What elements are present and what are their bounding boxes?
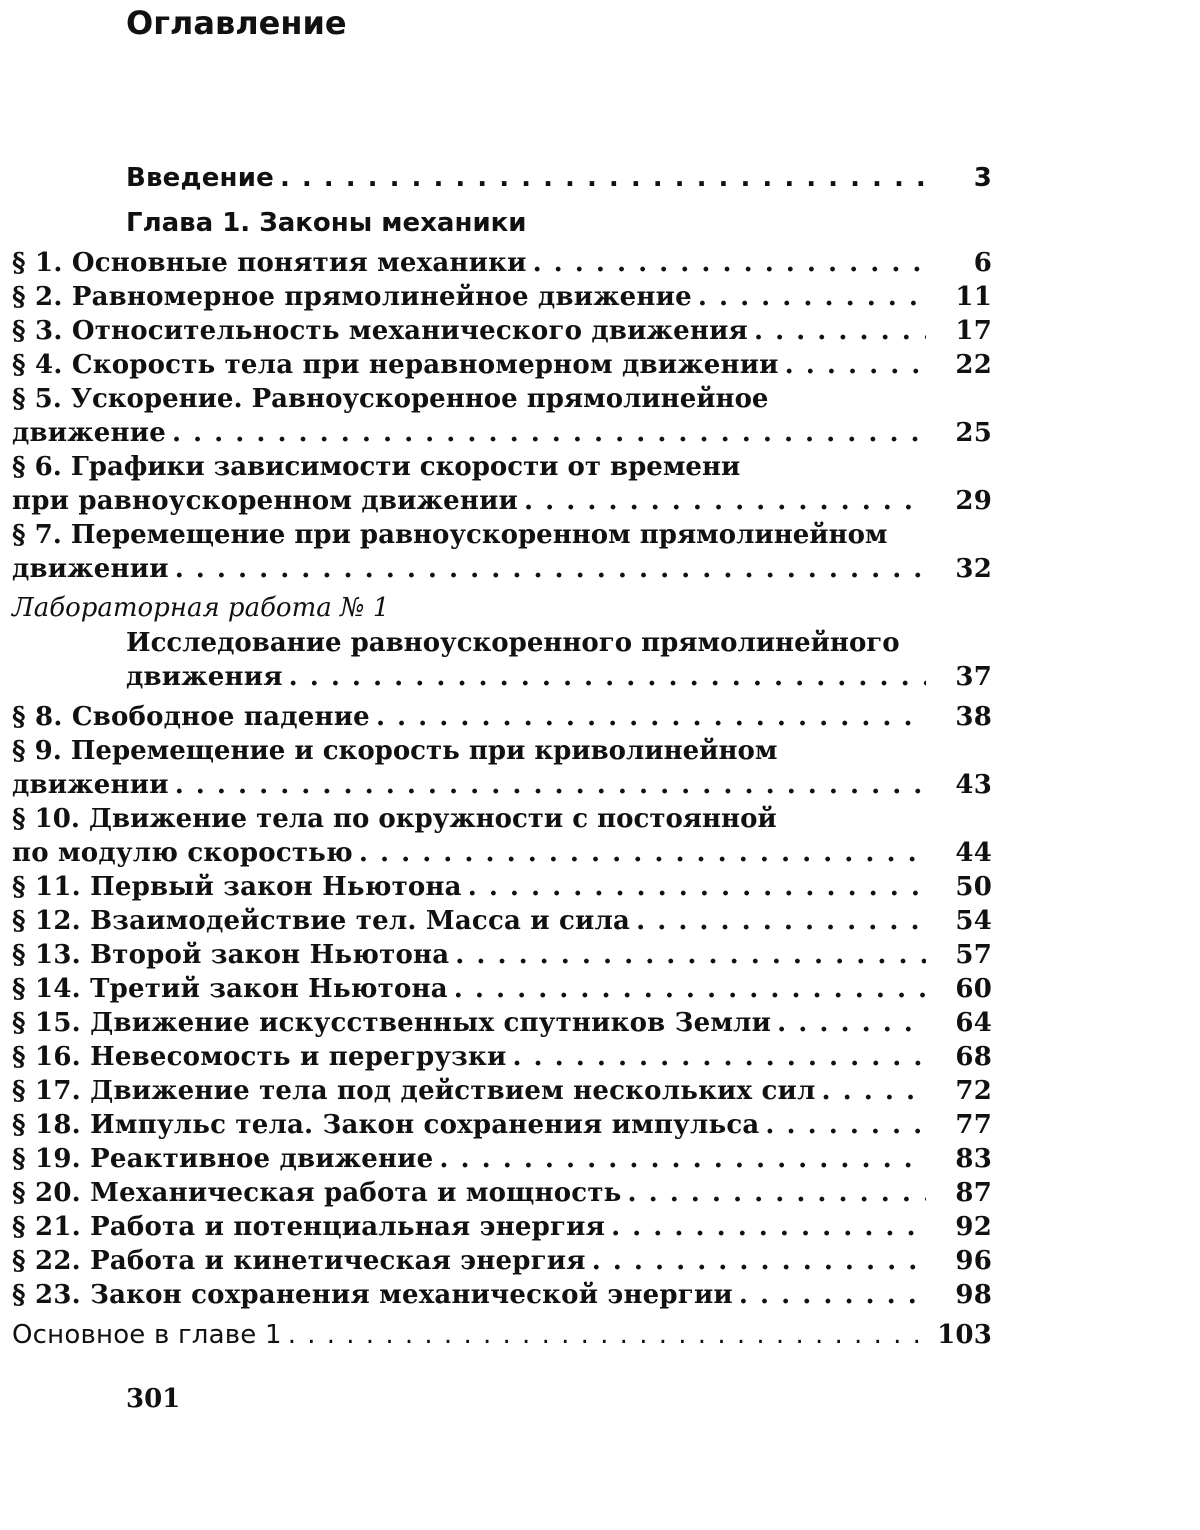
toc-entry-title-cont: движении: [12, 770, 169, 800]
toc-entry-title-cont: движении: [12, 554, 169, 584]
toc-page-number: 44: [955, 838, 992, 868]
dot-leader: [172, 416, 926, 450]
toc-entry[interactable]: [12, 1108, 992, 1142]
dot-leader: [611, 1210, 926, 1244]
table-of-contents: [12, 156, 992, 1352]
toc-page-number: 54: [955, 906, 992, 936]
toc-page-number: 60: [955, 974, 992, 1004]
dot-leader: [175, 552, 926, 586]
toc-entry-title-cont: движения: [126, 662, 283, 692]
toc-entry[interactable]: [12, 870, 992, 904]
toc-entry-title: § 8. Свободное падение: [12, 702, 370, 732]
dot-leader: [175, 768, 926, 802]
toc-page-number: 29: [955, 486, 992, 516]
toc-page-number: 57: [955, 940, 992, 970]
toc-entry[interactable]: [12, 1006, 992, 1040]
toc-entry[interactable]: [12, 280, 992, 314]
toc-page-number: 103: [937, 1320, 992, 1350]
toc-entry-title: § 10. Движение тела по окружности с постоянной: [12, 804, 777, 834]
toc-page-number: 17: [955, 316, 992, 346]
toc-entry[interactable]: [12, 972, 992, 1006]
toc-entry-lab[interactable]: [12, 590, 992, 694]
toc-entry-title-cont: движение: [12, 418, 166, 448]
toc-entry[interactable]: [12, 348, 992, 382]
toc-entry-title: § 2. Равномерное прямолинейное движение: [12, 282, 692, 312]
toc-entry[interactable]: [12, 1074, 992, 1108]
toc-entry-title: § 1. Основные понятия механики: [12, 248, 527, 278]
toc-entry[interactable]: [12, 1040, 992, 1074]
dot-leader: [533, 246, 926, 280]
toc-entry[interactable]: [12, 1142, 992, 1176]
dot-leader: [376, 700, 926, 734]
dot-leader: [454, 972, 926, 1006]
toc-entry[interactable]: [12, 734, 992, 802]
chapter-heading: Глава 1. Законы механики: [126, 208, 527, 238]
toc-entry-summary[interactable]: [12, 1318, 992, 1352]
page-title: Оглавление: [126, 4, 347, 42]
toc-entry-title: § 23. Закон сохранения механической энергии: [12, 1280, 733, 1310]
toc-entry-title: § 5. Ускорение. Равноускоренное прямолинейное: [12, 384, 769, 414]
toc-entry[interactable]: [12, 700, 992, 734]
toc-entry-title: § 9. Перемещение и скорость при криволинейном: [12, 736, 778, 766]
dot-leader: [289, 660, 926, 694]
dot-leader: [359, 836, 926, 870]
toc-page-number: 6: [973, 248, 992, 278]
toc-page-number: 68: [955, 1042, 992, 1072]
toc-entry-title: Введение: [126, 163, 274, 193]
toc-page-number: 83: [955, 1144, 992, 1174]
dot-leader: [754, 314, 926, 348]
toc-page-number: 98: [955, 1280, 992, 1310]
toc-entry[interactable]: [12, 1176, 992, 1210]
toc-entry[interactable]: [12, 904, 992, 938]
toc-page-number: 72: [955, 1076, 992, 1106]
toc-page-number: 92: [955, 1212, 992, 1242]
dot-leader: [280, 156, 926, 200]
toc-entry-title: § 3. Относительность механического движения: [12, 316, 748, 346]
toc-page-number: 38: [955, 702, 992, 732]
toc-page-number: 87: [955, 1178, 992, 1208]
toc-entry[interactable]: [12, 518, 992, 586]
toc-entry[interactable]: [12, 382, 992, 450]
dot-leader: [592, 1244, 926, 1278]
toc-entry-title: § 4. Скорость тела при неравномерном движении: [12, 350, 779, 380]
dot-leader: [288, 1318, 926, 1352]
toc-page-number: 96: [955, 1246, 992, 1276]
toc-page-number: 32: [955, 554, 992, 584]
toc-page-number: 22: [955, 350, 992, 380]
dot-leader: [698, 280, 926, 314]
toc-page-number: 43: [955, 770, 992, 800]
toc-entry-title: § 19. Реактивное движение: [12, 1144, 434, 1174]
toc-entry-intro[interactable]: [12, 156, 992, 200]
toc-entry-title: § 17. Движение тела под действием нескольких сил: [12, 1076, 816, 1106]
dot-leader: [777, 1006, 926, 1040]
toc-entry[interactable]: [12, 1278, 992, 1312]
toc-entry[interactable]: [12, 938, 992, 972]
toc-group-2: [12, 700, 992, 1312]
toc-entry-title: § 7. Перемещение при равноускоренном прямолинейном: [12, 520, 888, 550]
dot-leader: [785, 348, 926, 382]
dot-leader: [739, 1278, 926, 1312]
toc-entry-title: § 12. Взаимодействие тел. Масса и сила: [12, 906, 631, 936]
toc-entry-title: § 22. Работа и кинетическая энергия: [12, 1246, 586, 1276]
toc-entry-title: § 15. Движение искусственных спутников Земли: [12, 1008, 772, 1038]
toc-page-number: 25: [955, 418, 992, 448]
toc-page-number: 37: [955, 662, 992, 692]
toc-group-1: [12, 246, 992, 586]
toc-entry-title-cont: по модулю скоростью: [12, 838, 353, 868]
toc-page-number: 50: [955, 872, 992, 902]
dot-leader: [439, 1142, 926, 1176]
dot-leader: [822, 1074, 926, 1108]
toc-entry-title: § 18. Импульс тела. Закон сохранения импульса: [12, 1110, 760, 1140]
toc-entry-title: Исследование равноускоренного прямолинейного: [126, 628, 900, 658]
toc-page-number: 11: [955, 282, 992, 312]
dot-leader: [512, 1040, 926, 1074]
lab-heading: Лабораторная работа № 1: [12, 593, 390, 623]
dot-leader: [636, 904, 926, 938]
toc-page-number: 77: [955, 1110, 992, 1140]
page-number: 301: [126, 1384, 181, 1414]
dot-leader: [468, 870, 926, 904]
toc-entry-title: Основное в главе 1: [12, 1320, 282, 1350]
dot-leader: [765, 1108, 926, 1142]
dot-leader: [455, 938, 926, 972]
toc-entry-title: § 20. Механическая работа и мощность: [12, 1178, 622, 1208]
toc-entry[interactable]: [12, 802, 992, 870]
toc-entry-title-cont: при равноускоренном движении: [12, 486, 519, 516]
toc-page-number: 3: [973, 163, 992, 193]
toc-entry-title: § 6. Графики зависимости скорости от времени: [12, 452, 741, 482]
toc-entry[interactable]: [12, 246, 992, 280]
toc-entry-title: § 14. Третий закон Ньютона: [12, 974, 448, 1004]
toc-entry[interactable]: [12, 314, 992, 348]
toc-entry-title: § 13. Второй закон Ньютона: [12, 940, 450, 970]
toc-entry[interactable]: [12, 1210, 992, 1244]
toc-entry-title: § 21. Работа и потенциальная энергия: [12, 1212, 606, 1242]
dot-leader: [524, 484, 926, 518]
toc-entry-title: § 11. Первый закон Ньютона: [12, 872, 462, 902]
dot-leader: [627, 1176, 926, 1210]
toc-page-number: 64: [955, 1008, 992, 1038]
toc-entry[interactable]: [12, 1244, 992, 1278]
toc-entry-title: § 16. Невесомость и перегрузки: [12, 1042, 507, 1072]
toc-entry[interactable]: [12, 450, 992, 518]
